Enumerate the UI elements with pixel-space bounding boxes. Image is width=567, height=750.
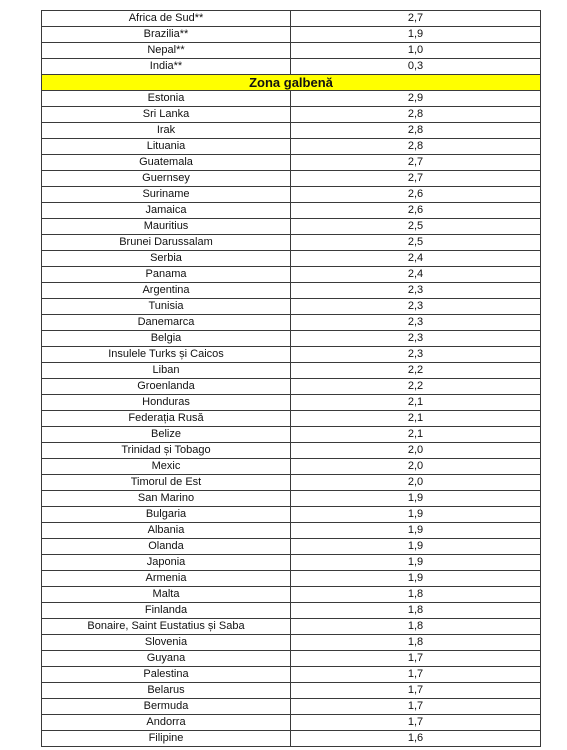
rate-cell: 2,0: [291, 475, 541, 491]
rate-cell: 1,9: [291, 539, 541, 555]
country-cell: Irak: [42, 123, 291, 139]
rate-cell: 2,6: [291, 187, 541, 203]
rate-cell: 2,9: [291, 91, 541, 107]
country-cell: Guyana: [42, 651, 291, 667]
table-row: [42, 283, 541, 299]
table-row: [42, 395, 541, 411]
rate-cell: 2,7: [291, 171, 541, 187]
table-row: [42, 475, 541, 491]
table-row: [42, 651, 541, 667]
country-cell: Trinidad și Tobago: [42, 443, 291, 459]
table-row: [42, 43, 541, 59]
rate-cell: 2,3: [291, 299, 541, 315]
country-cell: Jamaica: [42, 203, 291, 219]
table-row: [42, 187, 541, 203]
table-row: [42, 331, 541, 347]
rate-cell: 2,7: [291, 11, 541, 27]
country-rate-table: [41, 10, 541, 747]
table-row: [42, 699, 541, 715]
rate-cell: 2,7: [291, 155, 541, 171]
country-cell: Slovenia: [42, 635, 291, 651]
country-cell: Insulele Turks și Caicos: [42, 347, 291, 363]
table-row: [42, 59, 541, 75]
rate-cell: 2,3: [291, 315, 541, 331]
rate-cell: 2,5: [291, 219, 541, 235]
rate-cell: 1,8: [291, 587, 541, 603]
rate-cell: 1,9: [291, 507, 541, 523]
rate-cell: 2,3: [291, 283, 541, 299]
table-row: [42, 427, 541, 443]
country-cell: Sri Lanka: [42, 107, 291, 123]
country-cell: Honduras: [42, 395, 291, 411]
rate-cell: 2,5: [291, 235, 541, 251]
country-cell: Suriname: [42, 187, 291, 203]
rate-cell: 1,9: [291, 27, 541, 43]
rate-cell: 2,1: [291, 395, 541, 411]
table-row: [42, 347, 541, 363]
table-row: [42, 363, 541, 379]
table-row: [42, 587, 541, 603]
rate-cell: 2,3: [291, 347, 541, 363]
country-cell: Serbia: [42, 251, 291, 267]
zone-header-label: Zona galbenă: [42, 75, 541, 91]
country-cell: Estonia: [42, 91, 291, 107]
table-row: [42, 139, 541, 155]
country-cell: Finlanda: [42, 603, 291, 619]
country-cell: Mexic: [42, 459, 291, 475]
table-row: [42, 11, 541, 27]
table-row: [42, 219, 541, 235]
table-row: [42, 299, 541, 315]
rate-cell: 2,4: [291, 251, 541, 267]
table-row: [42, 507, 541, 523]
country-cell: Bulgaria: [42, 507, 291, 523]
table-row: [42, 555, 541, 571]
table-row: [42, 635, 541, 651]
rate-cell: 2,2: [291, 379, 541, 395]
rate-cell: 2,8: [291, 139, 541, 155]
table-row: [42, 107, 541, 123]
country-cell: Bermuda: [42, 699, 291, 715]
country-cell: Bonaire, Saint Eustatius și Saba: [42, 619, 291, 635]
rate-cell: 1,8: [291, 603, 541, 619]
country-cell: Guernsey: [42, 171, 291, 187]
rate-cell: 1,9: [291, 555, 541, 571]
table-row: [42, 459, 541, 475]
country-cell: Belgia: [42, 331, 291, 347]
country-cell: Tunisia: [42, 299, 291, 315]
country-cell: Guatemala: [42, 155, 291, 171]
table-row: [42, 411, 541, 427]
country-cell: Armenia: [42, 571, 291, 587]
table-row: [42, 155, 541, 171]
rate-cell: 2,0: [291, 443, 541, 459]
table-row: [42, 27, 541, 43]
rate-cell: 1,8: [291, 619, 541, 635]
country-cell: Africa de Sud**: [42, 11, 291, 27]
table-row: [42, 91, 541, 107]
rate-cell: 1,6: [291, 731, 541, 747]
rate-cell: 1,7: [291, 667, 541, 683]
country-cell: Albania: [42, 523, 291, 539]
table-row: [42, 267, 541, 283]
rate-cell: 2,4: [291, 267, 541, 283]
country-cell: Filipine: [42, 731, 291, 747]
rate-cell: 2,2: [291, 363, 541, 379]
country-cell: Timorul de Est: [42, 475, 291, 491]
rate-cell: 2,6: [291, 203, 541, 219]
country-cell: Palestina: [42, 667, 291, 683]
country-cell: Japonia: [42, 555, 291, 571]
table-row: [42, 171, 541, 187]
country-cell: Brazilia**: [42, 27, 291, 43]
rate-cell: 1,7: [291, 651, 541, 667]
table-row: [42, 715, 541, 731]
country-cell: Groenlanda: [42, 379, 291, 395]
rate-cell: 2,3: [291, 331, 541, 347]
rate-cell: 2,8: [291, 107, 541, 123]
table-row: [42, 731, 541, 747]
country-cell: India**: [42, 59, 291, 75]
table-row: [42, 203, 541, 219]
country-cell: Panama: [42, 267, 291, 283]
table-row: [42, 619, 541, 635]
country-cell: Brunei Darussalam: [42, 235, 291, 251]
country-cell: San Marino: [42, 491, 291, 507]
country-cell: Belarus: [42, 683, 291, 699]
rate-cell: 1,9: [291, 523, 541, 539]
table-row: [42, 603, 541, 619]
rate-cell: 1,9: [291, 571, 541, 587]
rate-cell: 1,7: [291, 715, 541, 731]
table-row: [42, 123, 541, 139]
rate-cell: 0,3: [291, 59, 541, 75]
rate-cell: 2,0: [291, 459, 541, 475]
rate-cell: 1,0: [291, 43, 541, 59]
country-cell: Belize: [42, 427, 291, 443]
country-cell: Mauritius: [42, 219, 291, 235]
rate-cell: 1,8: [291, 635, 541, 651]
country-cell: Andorra: [42, 715, 291, 731]
rate-cell: 2,1: [291, 411, 541, 427]
table-row: [42, 443, 541, 459]
country-cell: Federația Rusă: [42, 411, 291, 427]
table-row: [42, 491, 541, 507]
country-cell: Liban: [42, 363, 291, 379]
country-cell: Lituania: [42, 139, 291, 155]
rate-cell: 2,1: [291, 427, 541, 443]
country-cell: Olanda: [42, 539, 291, 555]
table-row: [42, 539, 541, 555]
table-row: [42, 251, 541, 267]
country-cell: Nepal**: [42, 43, 291, 59]
zone-header-row: [42, 75, 541, 91]
rate-cell: 1,9: [291, 491, 541, 507]
country-cell: Danemarca: [42, 315, 291, 331]
country-cell: Argentina: [42, 283, 291, 299]
table-row: [42, 667, 541, 683]
rate-cell: 1,7: [291, 683, 541, 699]
rate-cell: 1,7: [291, 699, 541, 715]
table-row: [42, 571, 541, 587]
country-cell: Malta: [42, 587, 291, 603]
table-row: [42, 235, 541, 251]
table-row: [42, 523, 541, 539]
table-row: [42, 379, 541, 395]
table-row: [42, 315, 541, 331]
rate-cell: 2,8: [291, 123, 541, 139]
table-body: [42, 11, 541, 747]
table-row: [42, 683, 541, 699]
